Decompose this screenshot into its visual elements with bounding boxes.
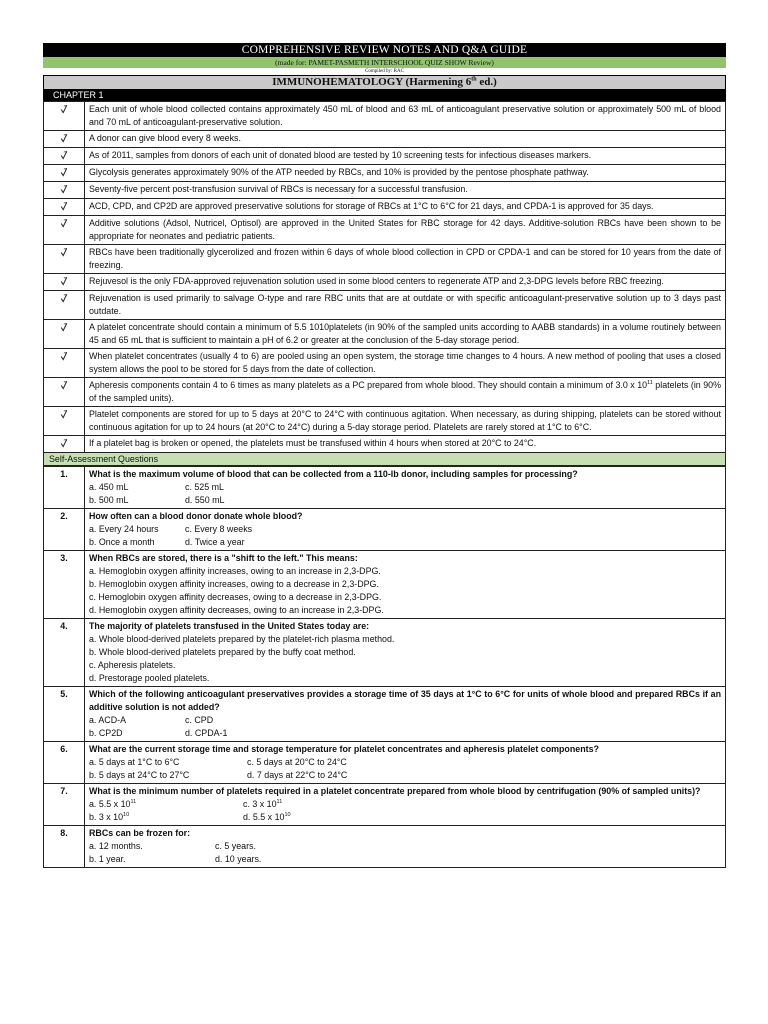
question-text: RBCs can be frozen for: — [89, 828, 191, 838]
pencil-check-icon — [60, 184, 68, 194]
answer-option: b. CP2D — [89, 728, 123, 738]
answer-option: d. CPDA-1 — [185, 728, 228, 738]
question-number: 2. — [44, 509, 85, 551]
answer-option: d. 5.5 x $10^{10}$ — [243, 812, 291, 822]
note-row — [44, 320, 726, 349]
note-row — [44, 274, 726, 291]
answer-option: a. ACD-A — [89, 715, 126, 725]
answer-option: d. 7 days at 22°C to 24°C — [247, 770, 348, 780]
note-text: Each unit of whole blood collected contains approximately 450 mL of blood and 63 mL of anticoagulant preservative solution or approximately 500 mL of blood and 70 mL of anticoagulant-preservative solution. — [85, 102, 726, 131]
pencil-check-icon — [60, 409, 68, 419]
question-row — [44, 509, 726, 551]
answer-option: b. Once a month — [89, 537, 155, 547]
note-text: Seventy-five percent post-transfusion survival of RBCs is necessary for a successful transfusion. — [85, 182, 726, 199]
note-row — [44, 102, 726, 131]
book-title: IMMUNOHEMATOLOGY (Harmening 6th ed.) — [43, 75, 726, 89]
pencil-check-icon — [60, 276, 68, 286]
note-row — [44, 245, 726, 274]
question-row — [44, 742, 726, 784]
answer-option: d. 10 years. — [215, 854, 262, 864]
pencil-check-icon — [60, 351, 68, 361]
question-row — [44, 619, 726, 687]
question-text: What is the minimum number of platelets required in a platelet concentrate prepared from whole blood by centrifugation (90% of sampled units)? — [89, 786, 701, 796]
question-row — [44, 551, 726, 619]
answer-option: a. 450 mL — [89, 482, 129, 492]
question-row — [44, 784, 726, 826]
document-title: COMPREHENSIVE REVIEW NOTES AND Q&A GUIDE — [43, 43, 726, 57]
note-text: Rejuvesol is the only FDA-approved rejuvenation solution used in some blood centers to regenerate ATP and 2,3-DPG levels before RBC freezing. — [85, 274, 726, 291]
pencil-check-icon — [60, 247, 68, 257]
answer-option: b. 1 year. — [89, 854, 126, 864]
note-row — [44, 148, 726, 165]
answer-option: a. Whole blood-derived platelets prepared by the platelet-rich plasma method. — [89, 634, 395, 644]
answer-option: d. Twice a year — [185, 537, 245, 547]
note-row — [44, 199, 726, 216]
section-header: Self-Assessment Questions — [43, 453, 726, 466]
question-row — [44, 826, 726, 868]
answer-option: c. 5 days at 20°C to 24°C — [247, 757, 347, 767]
answer-option: a. 12 months. — [89, 841, 143, 851]
question-text: What is the maximum volume of blood that can be collected from a 110-lb donor, including samples for processing? — [89, 469, 578, 479]
pencil-check-icon — [60, 167, 68, 177]
question-row — [44, 467, 726, 509]
answer-option: a. Every 24 hours — [89, 524, 159, 534]
answer-option: a. Hemoglobin oxygen affinity increases, owing to an increase in 2,3-DPG. — [89, 566, 381, 576]
answer-option: b. 5 days at 24°C to 27°C — [89, 770, 190, 780]
question-text: The majority of platelets transfused in the United States today are: — [89, 621, 370, 631]
question-text: What are the current storage time and storage temperature for platelet concentrates and apheresis platelet components? — [89, 744, 599, 754]
document — [43, 43, 726, 868]
question-number: 4. — [44, 619, 85, 687]
note-text: Additive solutions (Adsol, Nutricel, Optisol) are approved in the United States for RBC storage for 42 days. Additive-solution RBCs have been shown to be appropriate for neonates and pediatric patients. — [85, 216, 726, 245]
pencil-check-icon — [60, 150, 68, 160]
question-number: 6. — [44, 742, 85, 784]
note-row — [44, 349, 726, 378]
question-number: 3. — [44, 551, 85, 619]
pencil-check-icon — [60, 322, 68, 332]
pencil-check-icon — [60, 218, 68, 228]
note-row — [44, 378, 726, 407]
note-text: Glycolysis generates approximately 90% of the ATP needed by RBCs, and 10% is provided by the pentose phosphate pathway. — [85, 165, 726, 182]
note-text: RBCs have been traditionally glycerolized and frozen within 6 days of whole blood collection in CPD or CPDA-1 and can be stored for 10 years from the date of freezing. — [85, 245, 726, 274]
answer-option: b. Whole blood-derived platelets prepared by the buffy coat method. — [89, 647, 356, 657]
answer-option: a. 5.5 x $10^{11}$ — [89, 799, 137, 809]
answer-option: d. Hemoglobin oxygen affinity decreases, owing to an increase in 2,3-DPG. — [89, 605, 384, 615]
answer-option: c. Hemoglobin oxygen affinity decreases, owing to a decrease in 2,3-DPG. — [89, 592, 382, 602]
pencil-check-icon — [60, 133, 68, 143]
answer-option: c. Every 8 weeks — [185, 524, 253, 534]
note-row — [44, 436, 726, 453]
answer-option: c. 525 mL — [185, 482, 224, 492]
pencil-check-icon — [60, 104, 68, 114]
note-row — [44, 216, 726, 245]
note-row — [44, 131, 726, 148]
question-text: When RBCs are stored, there is a "shift to the left." This means: — [89, 553, 358, 563]
note-row — [44, 407, 726, 436]
pencil-check-icon — [60, 380, 68, 390]
note-text: Rejuvenation is used primarily to salvage O-type and rare RBC units that are at outdate or with specific anticoagulant-preservative solution up to 3 days past outdate. — [85, 291, 726, 320]
notes-table — [43, 101, 726, 453]
answer-option: c. Apheresis platelets. — [89, 660, 176, 670]
answer-option: b. Hemoglobin oxygen affinity increases, owing to a decrease in 2,3-DPG. — [89, 579, 379, 589]
note-text: When platelet concentrates (usually 4 to 6) are pooled using an open system, the storage time changes to 4 hours. A new method of pooling that uses a closed system allows the pool to be stored for 5 days from the date of collection. — [85, 349, 726, 378]
question-number: 5. — [44, 687, 85, 742]
answer-option: a. 5 days at 1°C to 6°C — [89, 757, 180, 767]
question-row — [44, 687, 726, 742]
pencil-check-icon — [60, 201, 68, 211]
question-text: Which of the following anticoagulant preservatives provides a storage time of 35 days at 1°C to 6°C for units of whole blood and prepared RBCs if an additive solution is not added? — [89, 689, 721, 712]
answer-option: b. 500 mL — [89, 495, 129, 505]
note-text: Apheresis components contain 4 to 6 times as many platelets as a PC prepared from whole blood. They should contain a minimum of 3.0 x $10^{11}$ platelets (in 90% of the sampled units). — [85, 378, 726, 407]
note-text: A donor can give blood every 8 weeks. — [85, 131, 726, 148]
note-text: ACD, CPD, and CP2D are approved preservative solutions for storage of RBCs at 1°C to 6°C for 21 days, and CPDA-1 is approved for 35 days. — [85, 199, 726, 216]
pencil-check-icon — [60, 293, 68, 303]
question-number: 1. — [44, 467, 85, 509]
answer-option: d. Prestorage pooled platelets. — [89, 673, 210, 683]
question-number: 8. — [44, 826, 85, 868]
document-subtitle: (made for: PAMET-PASMETH INTERSCHOOL QUIZ SHOW Review) — [43, 57, 726, 68]
note-text: A platelet concentrate should contain a minimum of 5.5 1010platelets (in 90% of the sampled units according to AABB standards) in a volume routinely between 45 and 65 mL that is sufficient to maintain a pH of 6.2 or greater at the conclusion of the 5-day storage period. — [85, 320, 726, 349]
answer-option: c. 3 x $10^{11}$ — [243, 799, 283, 809]
note-row — [44, 182, 726, 199]
note-text: If a platelet bag is broken or opened, the platelets must be transfused within 4 hours when stored at 20°C to 24°C. — [85, 436, 726, 453]
answer-option: b. 3 x $10^{10}$ — [89, 812, 130, 822]
answer-option: d. 550 mL — [185, 495, 225, 505]
answer-option: c. CPD — [185, 715, 214, 725]
note-text: Platelet components are stored for up to 5 days at 20°C to 24°C with continuous agitation. When necessary, as during shipping, platelets can be stored without continuous agitation for up to 24 hours (at 20°C to 24°C) during a 5-day storage period. Platelets are rarely stored at 1°C to 6°C. — [85, 407, 726, 436]
questions-table — [43, 466, 726, 868]
note-row — [44, 165, 726, 182]
note-row — [44, 291, 726, 320]
compiled-by: Compiled by: RAC — [365, 69, 404, 74]
answer-option: c. 5 years. — [215, 841, 256, 851]
pencil-check-icon — [60, 438, 68, 448]
question-text: How often can a blood donor donate whole blood? — [89, 511, 303, 521]
chapter-label: CHAPTER 1 — [43, 89, 726, 101]
note-text: As of 2011, samples from donors of each unit of donated blood are tested by 10 screening tests for infectious diseases markers. — [85, 148, 726, 165]
question-number: 7. — [44, 784, 85, 826]
